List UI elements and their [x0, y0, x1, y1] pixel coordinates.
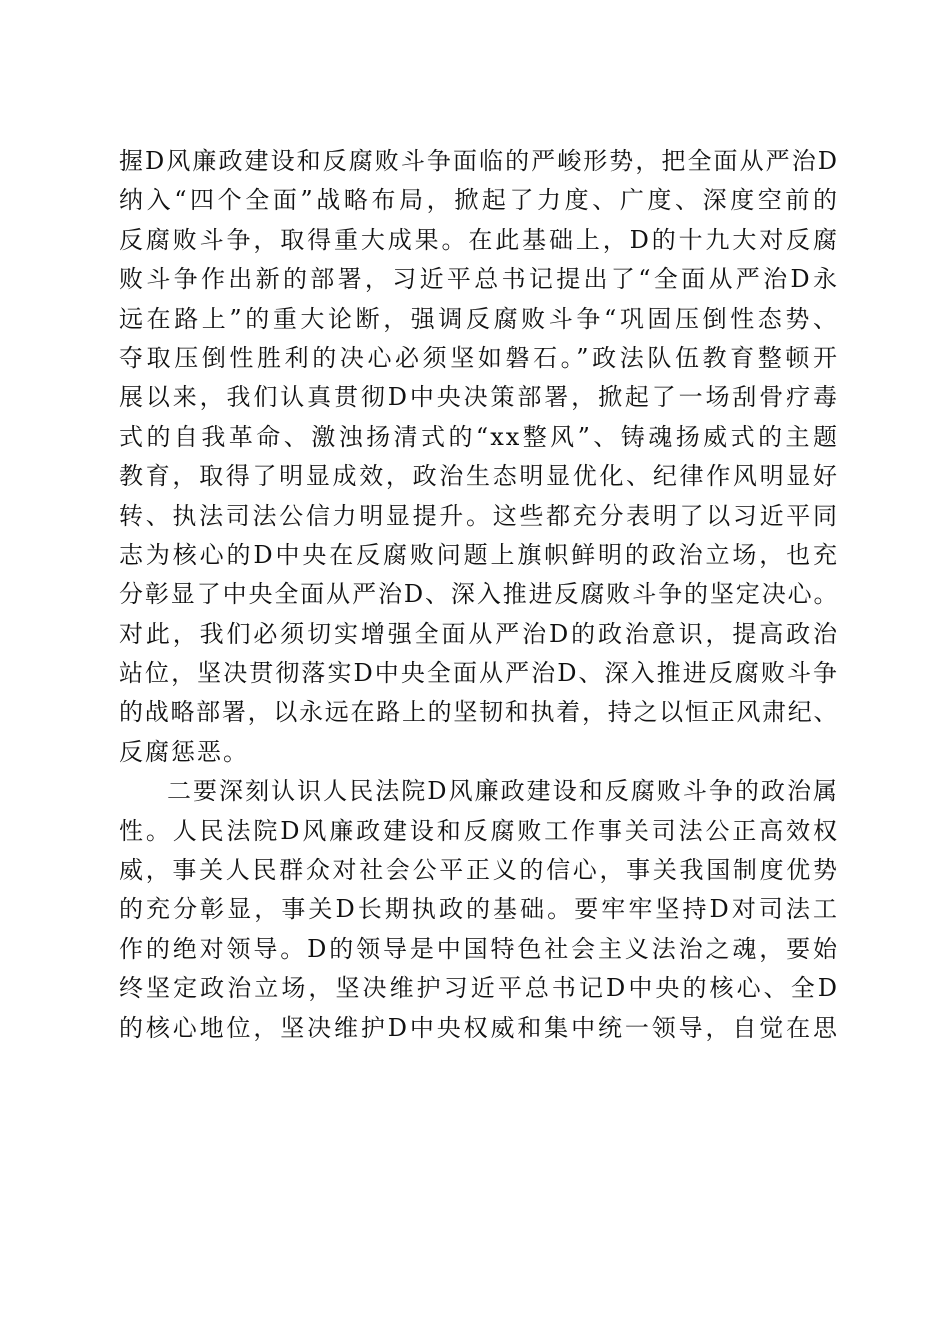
text-line-paragraph-end: 反腐惩恶。 — [119, 737, 249, 766]
text-line: 站位，坚决贯彻落实D中央全面从严治D、深入推进反腐败斗争 — [119, 659, 839, 688]
text-line: 的战略部署，以永远在路上的坚韧和执着，持之以恒正风肃纪、 — [119, 698, 839, 727]
text-line: 志为核心的D中央在反腐败问题上旗帜鲜明的政治立场，也充 — [119, 540, 839, 569]
text-line: 转、执法司法公信力明显提升。这些都充分表明了以习近平同 — [119, 501, 839, 530]
text-line: 分彰显了中央全面从严治D、深入推进反腐败斗争的坚定决心。 — [119, 580, 839, 609]
text-line: 的核心地位，坚决维护D中央权威和集中统一领导，自觉在思 — [119, 1013, 839, 1042]
text-line-paragraph-start: 二要深刻认识人民法院D风廉政建设和反腐败斗争的政治属 — [167, 777, 839, 806]
text-line: 夺取压倒性胜利的决心必须坚如磐石。”政法队伍教育整顿开 — [119, 343, 839, 372]
text-line: 握D风廉政建设和反腐败斗争面临的严峻形势，把全面从严治D — [119, 147, 839, 175]
text-line: 败斗争作出新的部署，习近平总书记提出了“全面从严治D永 — [119, 265, 839, 294]
text-line: 式的自我革命、激浊扬清式的“xx整风”、铸魂扬威式的主题 — [119, 422, 839, 451]
text-line: 纳入“四个全面”战略布局，掀起了力度、广度、深度空前的 — [119, 186, 839, 215]
text-line: 性。人民法院D风廉政建设和反腐败工作事关司法公正高效权 — [119, 816, 839, 845]
text-line: 展以来，我们认真贯彻D中央决策部署，掀起了一场刮骨疗毒 — [119, 383, 839, 412]
text-line: 作的绝对领导。D的领导是中国特色社会主义法治之魂，要始 — [119, 934, 839, 963]
text-line: 对此，我们必须切实增强全面从严治D的政治意识，提高政治 — [119, 619, 839, 648]
document-body — [119, 142, 839, 1048]
text-line: 威，事关人民群众对社会公平正义的信心，事关我国制度优势 — [119, 856, 839, 885]
text-line: 教育，取得了明显成效，政治生态明显优化、纪律作风明显好 — [119, 462, 839, 491]
text-line: 反腐败斗争，取得重大成果。在此基础上，D的十九大对反腐 — [119, 225, 839, 254]
text-line: 的充分彰显，事关D长期执政的基础。要牢牢坚持D对司法工 — [119, 895, 839, 924]
text-line: 终坚定政治立场，坚决维护习近平总书记D中央的核心、全D — [119, 974, 839, 1003]
text-line: 远在路上”的重大论断，强调反腐败斗争“巩固压倒性态势、 — [119, 304, 839, 333]
